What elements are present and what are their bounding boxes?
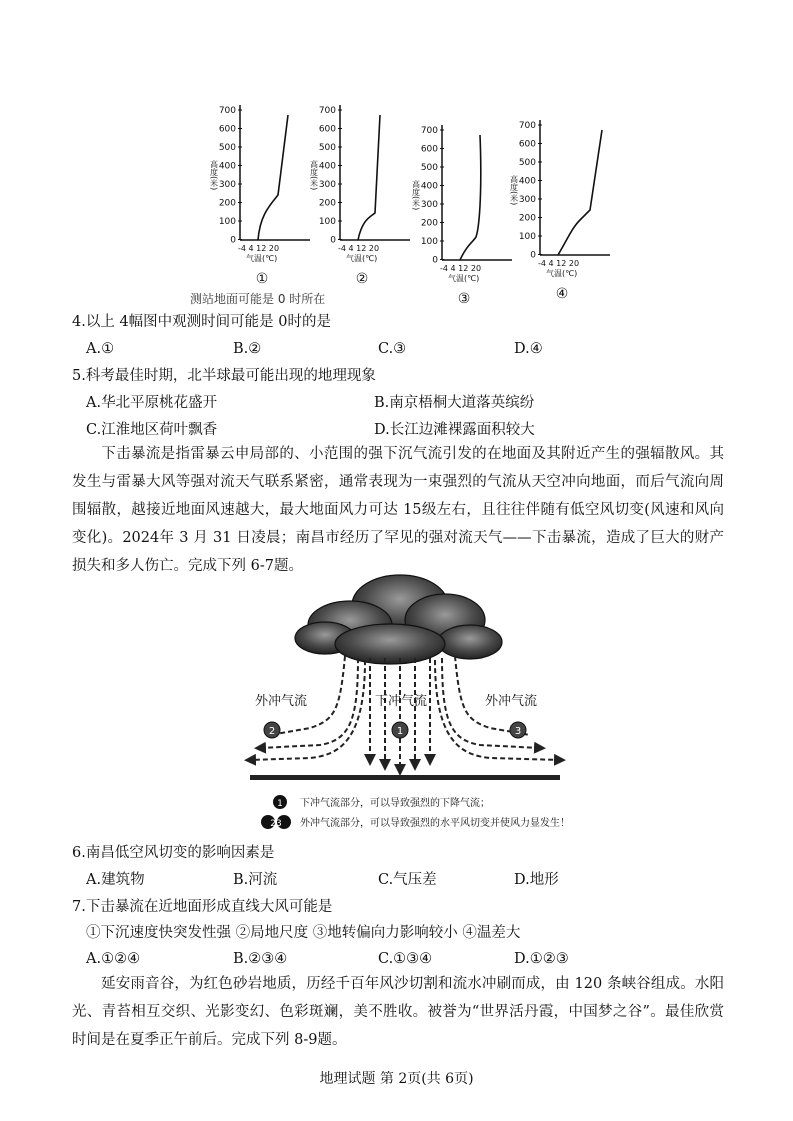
profile-y-tick: 0	[230, 235, 236, 246]
q4-stem: 4.以上 4幅图中观测时间可能是 0时的是	[72, 314, 332, 330]
svg-text:1: 1	[277, 799, 283, 809]
q5-option-b[interactable]: B.南京梧桐大道落英缤纷	[374, 395, 535, 411]
legend-text-1: 下冲气流部分，可以导致强烈的下降气流；	[300, 798, 490, 809]
profile-y-tick: 0	[530, 250, 536, 261]
svg-text:1: 1	[396, 726, 404, 737]
profile-y-tick: 700	[420, 126, 438, 136]
profile-y-tick: 600	[318, 124, 336, 135]
passage-downburst	[72, 440, 724, 580]
downburst-diagram	[240, 570, 570, 835]
marker-1	[392, 722, 408, 738]
profile-y-tick: 100	[518, 232, 536, 242]
profile-y-tick: 400	[318, 161, 336, 172]
profile-y-tick: 200	[420, 218, 438, 229]
profile-y-tick: 200	[518, 213, 536, 224]
storm-cloud	[295, 575, 502, 664]
q4-option-b[interactable]: B.②	[233, 341, 262, 357]
profile-y-tick: 500	[318, 143, 336, 153]
profile-panel-label: ③	[457, 291, 471, 305]
label-downdraft: 下冲气流	[375, 694, 428, 709]
profile-y-tick: 300	[218, 180, 236, 190]
profile-y-tick: 500	[420, 163, 438, 173]
q4-option-d[interactable]: D.④	[514, 341, 543, 357]
label-outflow-left: 外冲气流	[255, 694, 308, 709]
profile-x-label: 气温(℃)	[448, 274, 480, 283]
profile-y-tick: 600	[420, 144, 438, 155]
profile-y-label: 高度(米)	[411, 180, 421, 211]
profile-y-tick: 700	[518, 121, 536, 131]
q4-option-c[interactable]: C.③	[378, 341, 407, 357]
passage-yan-an-text: 延安雨音谷，为红色砂岩地质，历经千百年风沙切割和流水冲刷而成，由 120 条峡谷组成。水阳光、青苔相互交织、光影变幻、色彩斑斓，美不胜收。被誉为“世界活丹霞，中国梦之谷”。最佳欣赏时间是在夏季正午前后。完成下列 8-9题。	[72, 976, 724, 1048]
q6-option-a[interactable]: A.建筑物	[86, 872, 145, 888]
profile-panel-3	[412, 125, 513, 305]
q5-option-a[interactable]: A.华北平原桃花盛开	[86, 395, 218, 411]
profile-y-tick: 100	[218, 217, 236, 227]
profile-y-label: 高度(米)	[209, 160, 219, 191]
svg-text:23: 23	[270, 819, 282, 829]
profile-y-tick: 400	[518, 176, 536, 187]
downdraft-arrows	[250, 656, 560, 770]
q6-option-c[interactable]: C.气压差	[378, 872, 437, 888]
q5-stem: 5.科考最佳时期，北半球最可能出现的地理现象	[72, 368, 376, 384]
q6-option-b[interactable]: B.河流	[233, 872, 278, 888]
profiles-caption-cut: 测站地面可能是 0 时所在	[190, 292, 326, 305]
q7-option-d[interactable]: D.①②③	[514, 951, 569, 967]
profile-y-tick: 100	[420, 237, 438, 247]
q7-stem: 7.下击暴流在近地面形成直线大风可能是	[72, 899, 333, 915]
profile-curve	[460, 135, 481, 260]
profile-y-label: 高度(米)	[509, 175, 519, 206]
profile-x-label: 气温(℃)	[346, 254, 378, 263]
marker-3	[510, 722, 526, 738]
profile-curve	[358, 115, 380, 240]
temperature-profiles-figure	[180, 95, 610, 305]
profile-y-tick: 300	[420, 200, 438, 210]
q4-option-a[interactable]: A.①	[86, 341, 115, 357]
q7-factors: ①下沉速度快突发性强 ②局地尺度 ③地转偏向力影响较小 ④温差大	[86, 925, 521, 941]
svg-text:2: 2	[268, 726, 276, 737]
marker-2	[264, 722, 280, 738]
profile-x-ticks: -4 4 12 20	[338, 244, 380, 253]
profile-panel-2	[310, 105, 411, 287]
profile-panel-1	[210, 105, 311, 287]
profile-curve	[558, 130, 602, 255]
profile-panel-label: ①	[255, 271, 269, 287]
profile-x-ticks: -4 4 12 20	[238, 244, 280, 253]
passage-downburst-text: 下击暴流是指雷暴云申局部的、小范围的强下沉气流引发的在地面及其附近产生的强辐散风。其发生与雷暴大风等强对流天气联系紧密，通常表现为一束强烈的气流从天空冲向地面，而后气流向周围辐散，越接近地面风速越大，最大地面风力可达 15级左右，且往往伴随有低空风切变(风速和风向变化)。2024年 3 月 31 日凌晨；南昌市经历了罕见的强对流天气——下击暴流，造成了巨大的财产损失和多人伤亡。完成下列 6-7题。	[72, 446, 724, 574]
legend-text-2: 外冲气流部分，可以导致强烈的水平风切变并使风力显发生！	[300, 818, 570, 829]
profile-curve	[258, 115, 288, 240]
profile-x-label: 气温(℃)	[246, 254, 278, 263]
profile-y-tick: 200	[318, 198, 336, 209]
profile-y-tick: 700	[318, 106, 336, 116]
page-footer: 地理试题 第 2页(共 6页)	[319, 1071, 474, 1087]
svg-text:3: 3	[514, 726, 522, 737]
profile-y-tick: 600	[218, 124, 236, 135]
profile-panel-label: ④	[555, 286, 569, 302]
ground-line	[250, 775, 560, 780]
profile-y-tick: 0	[432, 255, 438, 266]
q7-option-c[interactable]: C.①③④	[378, 951, 433, 967]
profile-y-tick: 300	[318, 180, 336, 190]
profile-panel-label: ②	[355, 271, 369, 287]
profile-y-tick: 500	[218, 143, 236, 153]
profile-y-tick: 100	[318, 217, 336, 227]
passage-yan-an	[72, 970, 724, 1054]
profile-x-label: 气温(℃)	[546, 269, 578, 278]
profile-x-ticks: -4 4 12 20	[440, 264, 482, 273]
profile-y-tick: 500	[518, 158, 536, 168]
profile-x-ticks: -4 4 12 20	[538, 259, 580, 268]
q6-stem: 6.南昌低空风切变的影响因素是	[72, 845, 275, 861]
label-outflow-right: 外冲气流	[485, 694, 538, 709]
profile-y-tick: 200	[218, 198, 236, 209]
profile-y-label: 高度(米)	[309, 160, 319, 191]
profile-y-tick: 300	[518, 195, 536, 205]
q5-option-d[interactable]: D.长江边滩裸露面积较大	[374, 422, 535, 438]
profile-y-tick: 400	[420, 181, 438, 192]
profile-y-tick: 700	[218, 106, 236, 116]
profile-y-tick: 600	[518, 139, 536, 150]
q7-option-b[interactable]: B.②③④	[233, 951, 288, 967]
q7-option-a[interactable]: A.①②④	[86, 951, 141, 967]
q6-option-d[interactable]: D.地形	[514, 872, 559, 888]
profile-panel-4	[510, 120, 611, 302]
q5-option-c[interactable]: C.江淮地区荷叶飘香	[86, 422, 218, 438]
profile-y-tick: 400	[218, 161, 236, 172]
profile-y-tick: 0	[330, 235, 336, 246]
diagram-legend	[261, 795, 570, 829]
